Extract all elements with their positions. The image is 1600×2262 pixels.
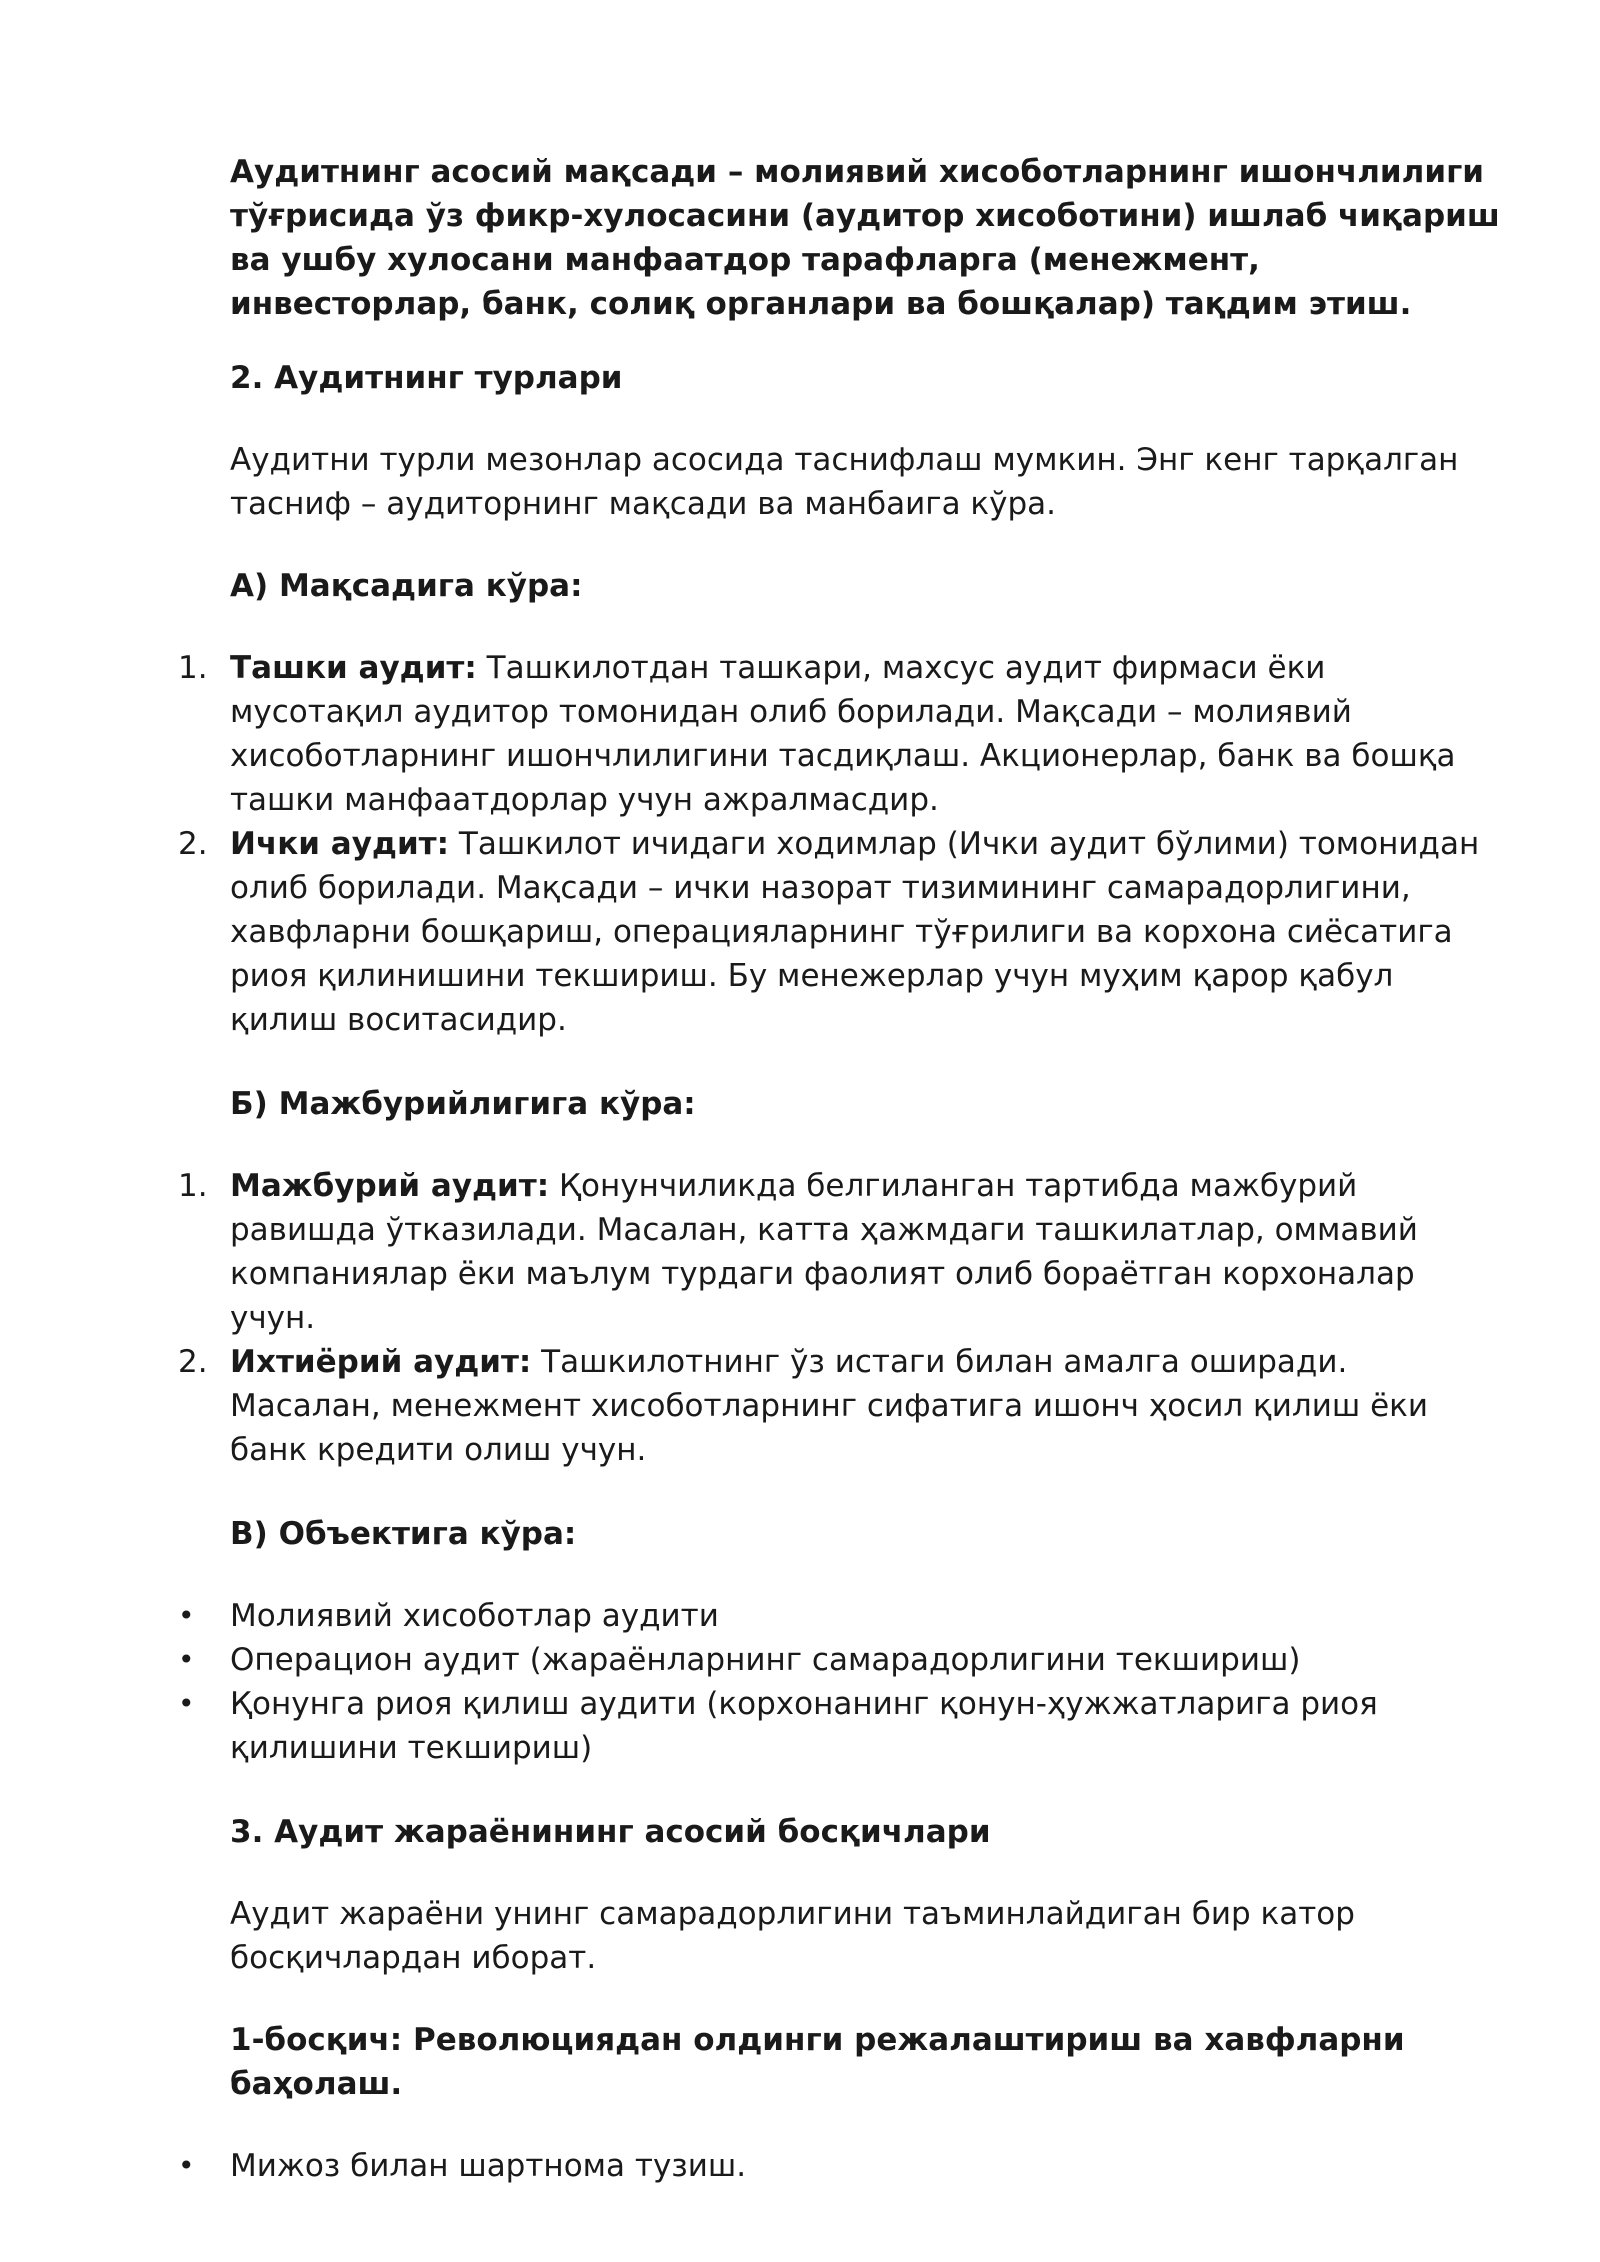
stage-1-heading: 1-босқич: Революциядан олдинги режалаштириш ва хавфларни баҳолаш. <box>230 2022 1405 2102</box>
list-item-term: Ички аудит: <box>230 826 450 862</box>
list-item <box>178 2144 1500 2188</box>
section-3-text: Аудит жараёни унинг самарадорлигини таъминлайдиган бир катор босқичлардан иборат. <box>230 1896 1355 1976</box>
list-item <box>178 1164 1500 1340</box>
purpose-list <box>178 646 1500 1042</box>
bullet-marker: • <box>178 1599 195 1632</box>
list-item <box>178 1340 1500 1472</box>
list-item-text: Мижоз билан шартнома тузиш. <box>230 2148 747 2184</box>
list-item-text: Қонунга риоя қилиш аудити (корхонанинг қонун-ҳужжатларига риоя қилишини текшириш) <box>230 1686 1378 1766</box>
list-marker: 2. <box>178 1344 208 1380</box>
list-item-text: Молиявий хисоботлар аудити <box>230 1598 719 1634</box>
list-item-term: Ихтиёрий аудит: <box>230 1344 532 1380</box>
list-item-text: Ташкилот ичидаги ходимлар (Ички аудит бўлими) томонидан олиб борилади. Мақсади – ички назорат тизимининг самарадорлигини, хавфларни бошқариш, операцияларнинг тўғрилиги ва корхона сиёсатига риоя қилинишини текшириш. Бу менежерлар учун муҳим қарор қабул қилиш воситасидир. <box>230 826 1480 1038</box>
list-item-text: Ташкилотнинг ўз истаги билан амалга оширади. Масалан, менежмент хисоботларнинг сифатига ишонч ҳосил қилиш ёки банк кредити олиш учун. <box>230 1344 1429 1468</box>
intro-paragraph: Аудитнинг асосий мақсади – молиявий хисоботларнинг ишончлилиги тўғрисида ўз фикр-хулосасини (аудитор хисоботини) ишлаб чиқариш ва ушбу хулосани манфаатдор тарафларга (менежмент, инвесторлар, банк, солиқ органлари ва бошқалар) тақдим этиш. <box>230 154 1500 322</box>
bullet-marker: • <box>178 2149 195 2182</box>
section-2-heading: 2. Аудитнинг турлари <box>230 360 623 396</box>
document-page <box>178 150 1500 2228</box>
section-3-heading: 3. Аудит жараёнининг асосий босқичлари <box>230 1814 991 1850</box>
section-2-text: Аудитни турли мезонлар асосида таснифлаш мумкин. Энг кенг тарқалган тасниф – аудиторнинг мақсади ва манбаига кўра. <box>230 442 1459 522</box>
subsection-c-heading: В) Объектига кўра: <box>230 1516 577 1552</box>
list-item-term: Мажбурий аудит: <box>230 1168 550 1204</box>
stage-1-list <box>178 2144 1500 2188</box>
list-item <box>178 646 1500 822</box>
list-item <box>178 822 1500 1042</box>
list-marker: 2. <box>178 826 208 862</box>
list-item-text: Операцион аудит (жараёнларнинг самарадорлигини текшириш) <box>230 1642 1301 1678</box>
bullet-marker: • <box>178 1643 195 1676</box>
obligation-list <box>178 1164 1500 1472</box>
subsection-b-heading: Б) Мажбурийлигига кўра: <box>230 1086 696 1122</box>
list-item <box>178 1594 1500 1638</box>
list-marker: 1. <box>178 1168 208 1204</box>
list-marker: 1. <box>178 650 208 686</box>
list-item <box>178 1638 1500 1682</box>
list-item <box>178 1682 1500 1770</box>
list-item-term: Ташки аудит: <box>230 650 477 686</box>
object-list <box>178 1594 1500 1770</box>
subsection-a-heading: А) Мақсадига кўра: <box>230 568 583 604</box>
list-item-text: Қонунчиликда белгиланган тартибда мажбурий равишда ўтказилади. Масалан, катта ҳажмдаги ташкилатлар, оммавий компаниялар ёки маълум турдаги фаолият олиб бораётган корхоналар учун. <box>230 1168 1418 1336</box>
list-item-text: Ташкилотдан ташкари, махсус аудит фирмаси ёки мусотақил аудитор томонидан олиб борилади. Мақсади – молиявий хисоботларнинг ишончлилигини тасдиқлаш. Акционерлар, банк ва бошқа ташки манфаатдорлар учун ажралмасдир. <box>230 650 1456 818</box>
bullet-marker: • <box>178 1687 195 1720</box>
